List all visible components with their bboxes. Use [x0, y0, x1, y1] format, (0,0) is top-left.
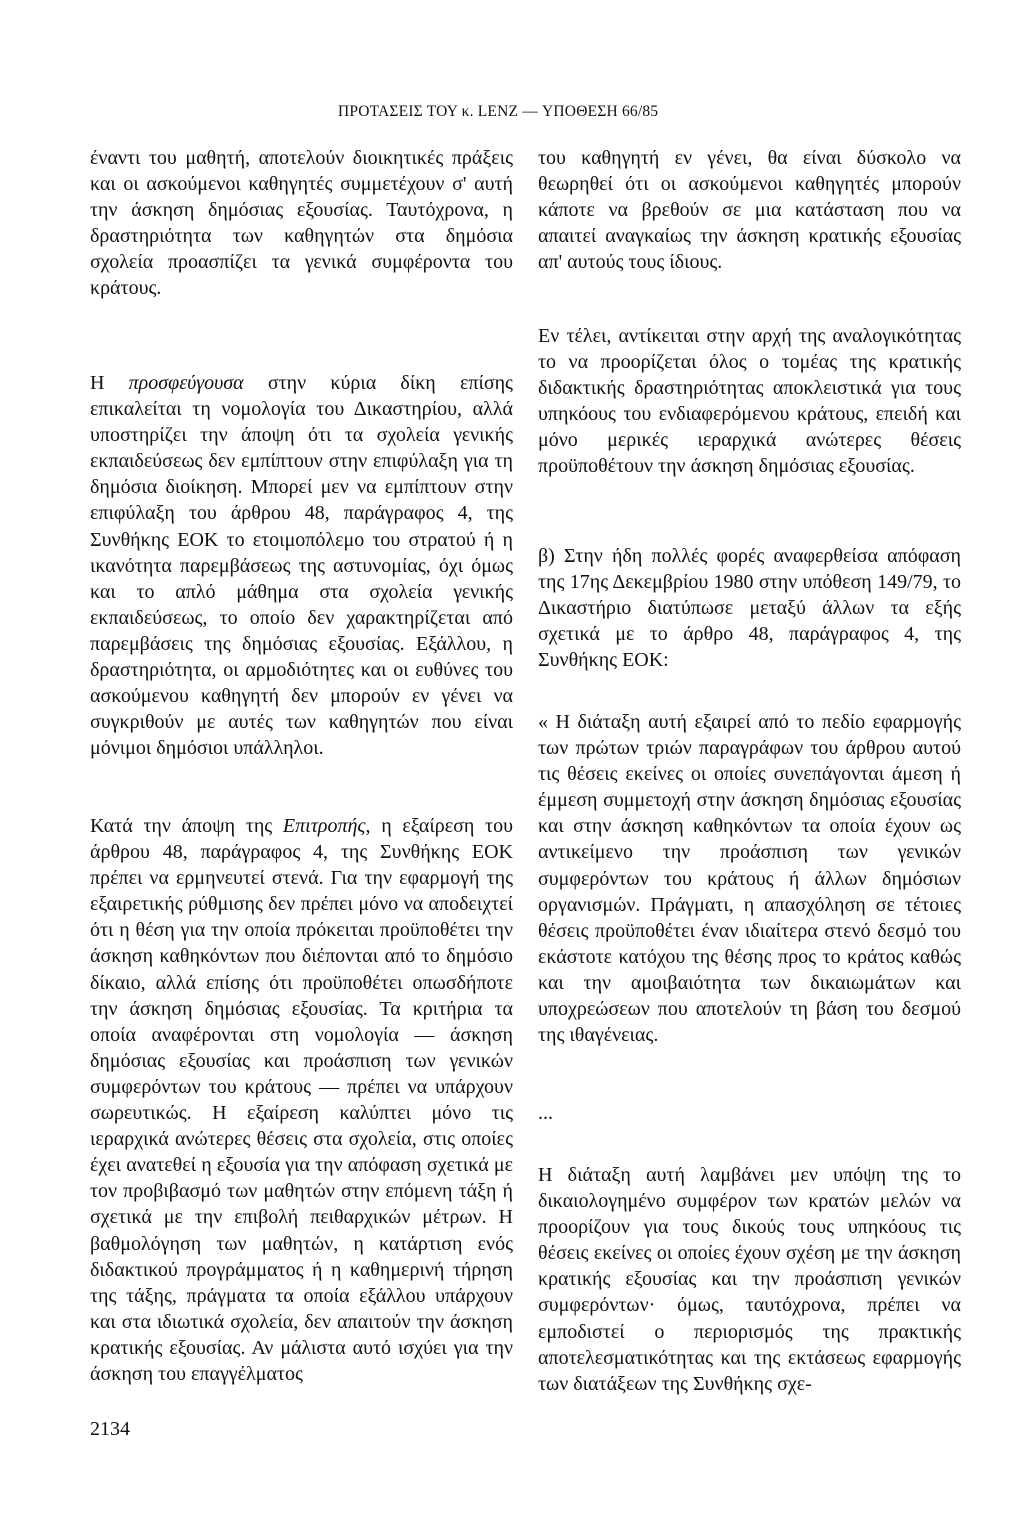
running-header: ΠΡΟΤΑΣΕΙΣ ΤΟΥ κ. LENZ — ΥΠΟΘΕΣΗ 66/85 — [338, 103, 659, 120]
paragraph-lead: Η — [90, 372, 129, 394]
paragraph-body: , η εξαίρεση του άρθρου 48, παράγραφος 4, της Συνθήκης ΕΟΚ πρέπει να ερμηνευτεί στενά. Για την εφαρμογή της εξαιρετικής ρύθμισης δεν πρέπει μόνο να αποδειχτεί ότι η θέση για την οποία πρόκειται προϋποθέτει την άσκηση καθηκόντων που διέπονται από το δημόσιο δίκαιο, αλλά επίσης ότι προϋποθέτει οπωσδήποτε την άσκηση δημόσιας εξουσίας. Τα κριτήρια τα οποία αναφέρονται στη νομολογία — άσκηση δημόσιας εξουσίας και προάσπιση των γενικών συμφερόντων του κράτους — πρέπει να υπάρχουν σωρευτικώς. Η εξαίρεση καλύπτει μόνο τις ιεραρχικά ανώτερες θέσεις στα σχολεία, στις οποίες έχει ανατεθεί η εξουσία για την απόφαση σχετικά με τον προβιβασμό των μαθητών στην επόμενη τάξη ή σχετικά με την επιβολή πειθαρχικών μέτρων. Η βαθμολόγηση των μαθητών, η κατάρτιση ενός διδακτικού προγράμματος ή η καθημερινή τήρηση της τάξης, πράγματα τα οποία εξάλλου υπάρχουν και στα ιδιωτικά σχολεία, δεν απαιτούν την άσκηση κρατικής εξουσίας. Αν μάλιστα αυτό ισχύει για την άσκηση του επαγγέλματος — [90, 815, 513, 1385]
left-paragraph-1: έναντι του μαθητή, αποτελούν διοικητικές πράξεις και οι ασκούμενοι καθηγητές συμμετέχουν σ' αυτή την άσκηση δημόσιας εξουσίας. Ταυτόχρονα, η δραστηριότητα των καθηγητών στα δημόσια σχολεία προασπίζει τα γενικά συμφέροντα του κράτους. — [90, 147, 513, 300]
left-paragraph-3 — [90, 813, 513, 1387]
party-name-emphasis: προσφεύγουσα — [128, 372, 244, 394]
right-paragraph-1: του καθηγητή εν γένει, θα είναι δύσκολο να θεωρηθεί ότι οι ασκούμενοι καθηγητές μπορούν κάποτε να βρεθούν σε μια κατάσταση που να απαιτεί αναγκαίως την άσκηση κρατικής εξουσίας απ' αυτούς τους ίδιους. — [538, 147, 961, 274]
right-paragraph-2: Εν τέλει, αντίκειται στην αρχή της αναλογικότητας το να προορίζεται όλος ο τομέας της κρατικής διδακτικής δραστηριότητας αποκλειστικά για τους υπηκόους του ενδιαφερόμενου κράτους, επειδή και μόνο μερικές ιεραρχικά ανώτερες θέσεις προϋποθέτουν την άσκηση δημόσιας εξουσίας. — [538, 325, 961, 478]
right-ellipsis: ... — [538, 1102, 553, 1124]
right-paragraph-3: β) Στην ήδη πολλές φορές αναφερθείσα απόφαση της 17ης Δεκεμβρίου 1980 στην υπόθεση 149/79, το Δικαστήριο διατύπωσε μεταξύ άλλων τα εξής σχετικά με το άρθρο 48, παράγραφος 4, της Συνθήκης ΕΟΚ: — [538, 545, 961, 672]
paragraph-lead: Κατά την άποψη της — [90, 815, 283, 837]
paragraph-body: στην κύρια δίκη επίσης επικαλείται τη νομολογία του Δικαστηρίου, αλλά υποστηρίζει την άποψη ότι τα σχολεία γενικής εκπαιδεύσεως δεν εμπίπτουν στην επιφύλαξη για τη δημόσια διοίκηση. Μπορεί μεν να εμπίπτουν στην επιφύλαξη του άρθρου 48, παράγραφος 4, της Συνθήκης ΕΟΚ το ετοιμοπόλεμο του στρατού ή η ικανότητα παρεμβάσεως της αστυνομίας, όχι όμως και το απλό μάθημα στα σχολεία γενικής εκπαιδεύσεως, το οποίο δεν χαρακτηρίζεται από παρεμβάσεις της δημόσιας εξουσίας. Εξάλλου, η δραστηριότητα, οι αρμοδιότητες και οι ευθύνες του ασκούμενου καθηγητή δεν μπορούν εν γένει να συγκριθούν με αυτές των καθηγητών που είναι μόνιμοι δημόσιοι υπάλληλοι. — [90, 372, 513, 760]
right-paragraph-4: Η διάταξη αυτή λαμβάνει μεν υπόψη της το δικαιολογημένο συμφέρον των κρατών μελών να προορίζουν για τους δικούς τους υπηκόους τις θέσεις εκείνες οι οποίες έχουν σχέση με την άσκηση κρατικής εξουσίας και την προάσπιση γενικών συμφερόντων· όμως, ταυτόχρονα, πρέπει να εμποδιστεί ο περιορισμός της πρακτικής αποτελεσματικότητας και της εκτάσεως εφαρμογής των διατάξεων της Συνθήκης σχε- — [538, 1164, 961, 1395]
page-number: 2134 — [90, 1418, 130, 1440]
right-quotation: « Η διάταξη αυτή εξαιρεί από το πεδίο εφαρμογής των πρώτων τριών παραγράφων του άρθρου αυτού τις θέσεις εκείνες οι οποίες συνεπάγονται άμεση ή έμμεση συμμετοχή στην άσκηση δημόσιας εξουσίας και στην άσκηση καθηκόντων τα οποία έχουν ως αντικείμενο την προάσπιση των γενικών συμφερόντων του κράτους ή άλλων δημόσιων οργανισμών. Πράγματι, η απασχόληση σε τέτοιες θέσεις προϋποθέτει έναν ιδιαίτερα στενό δεσμό του εκάστοτε κατόχου της θέσης προς το κράτος καθώς και την αμοιβαιότητα των δικαιωμάτων και υποχρεώσεων που αποτελούν τη βάση του δεσμού της ιθαγένειας. — [538, 711, 961, 1047]
party-name-emphasis: Επιτροπής — [282, 815, 366, 837]
left-paragraph-2 — [90, 370, 513, 761]
